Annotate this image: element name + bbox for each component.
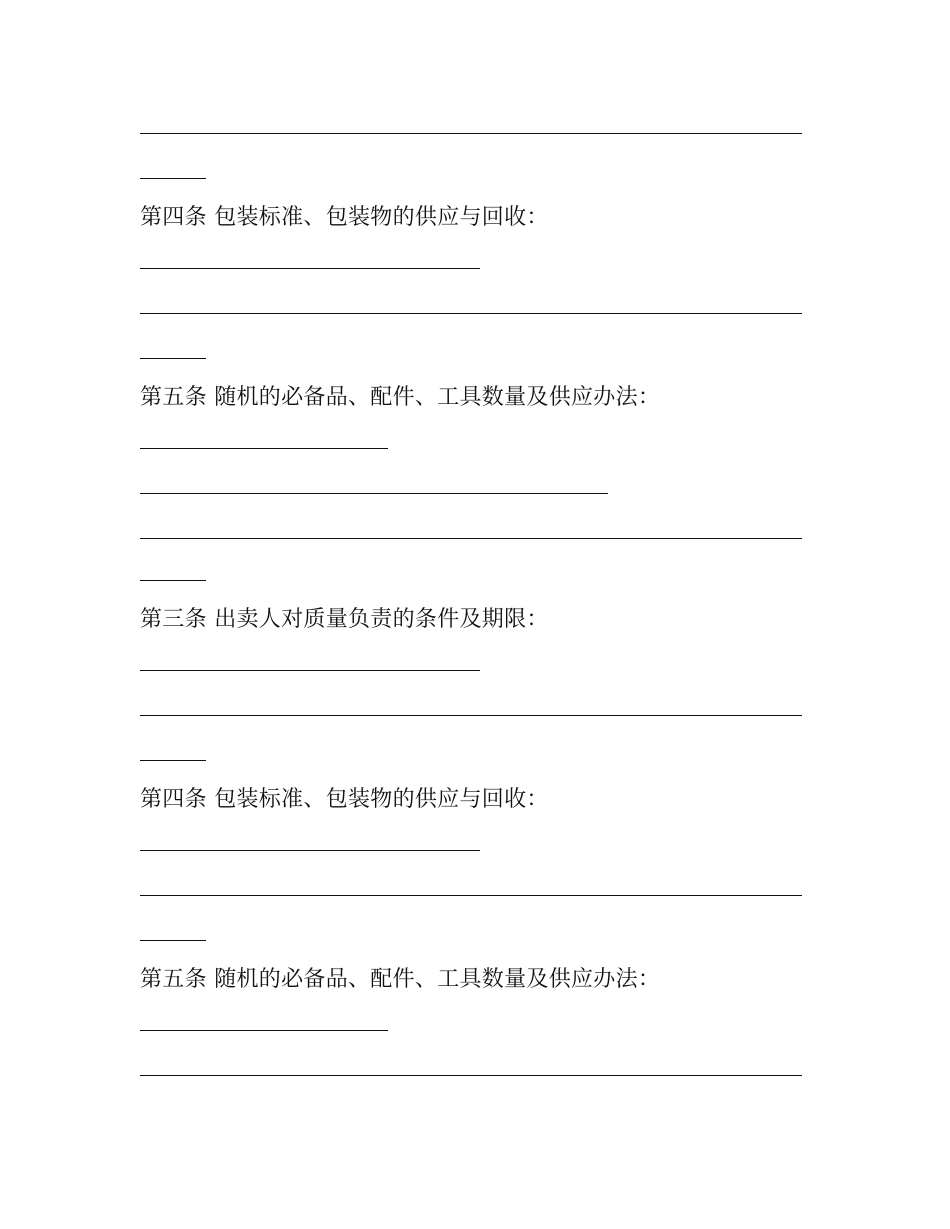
fill-in-line [140,850,480,851]
clause-heading: 第五条 随机的必备品、配件、工具数量及供应办法： [140,385,661,410]
fill-in-line [140,178,206,179]
fill-in-line [140,268,480,269]
fill-in-line [140,580,206,581]
fill-in-line [140,1075,802,1076]
fill-in-line [140,313,802,314]
clause-heading: 第四条 包装标准、包装物的供应与回收： [140,205,549,230]
fill-in-line [140,670,480,671]
fill-in-line [140,538,802,539]
fill-in-line [140,940,206,941]
fill-in-line [140,1030,388,1031]
fill-in-line [140,715,802,716]
fill-in-line [140,895,802,896]
fill-in-line [140,358,206,359]
clause-heading: 第四条 包装标准、包装物的供应与回收： [140,787,549,812]
fill-in-line [140,133,802,134]
clause-heading: 第五条 随机的必备品、配件、工具数量及供应办法： [140,967,661,992]
fill-in-line [140,448,388,449]
fill-in-line [140,760,206,761]
fill-in-line [140,493,608,494]
clause-heading: 第三条 出卖人对质量负责的条件及期限： [140,607,549,632]
